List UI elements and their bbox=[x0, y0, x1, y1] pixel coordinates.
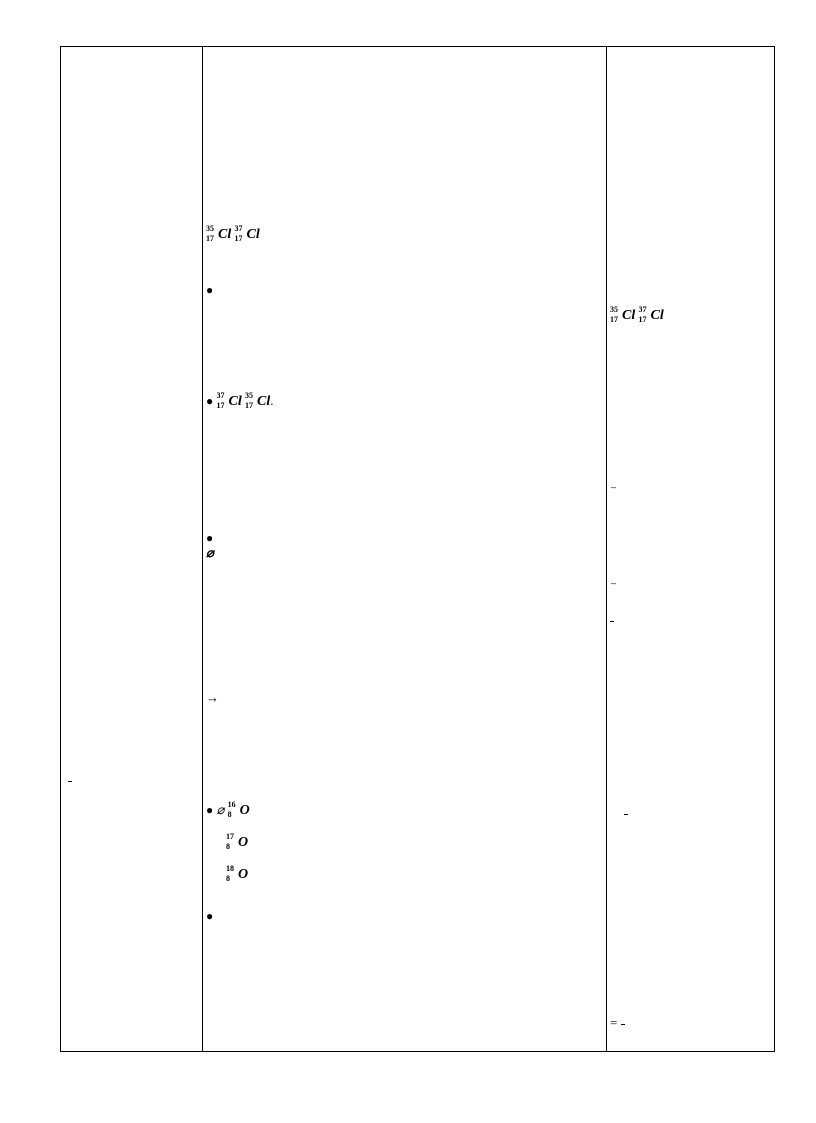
formula-fraction bbox=[68, 781, 72, 782]
acl-numerator bbox=[621, 1024, 625, 1025]
column-divider-2 bbox=[606, 47, 607, 1051]
electron-mass-fraction bbox=[610, 613, 772, 630]
formula-numerator-2 bbox=[624, 814, 628, 815]
average-mass-formula bbox=[68, 773, 198, 790]
content-column bbox=[64, 47, 198, 1051]
isotope-cl35: 35 17 Cl bbox=[206, 224, 232, 243]
column-divider-1 bbox=[202, 47, 203, 1051]
isotope-o17: 17 8 O bbox=[226, 832, 249, 851]
isotope-cl35-b: 35 17 Cl bbox=[244, 391, 271, 410]
question-4 bbox=[206, 225, 602, 243]
teacher-note-2: ● 37 17 Cl 35 17 Cl. bbox=[206, 391, 274, 410]
worksheet-prompt: ⌀ bbox=[206, 545, 214, 560]
isotope-cl37: 37 17 Cl bbox=[234, 224, 260, 243]
isotope-o16: 16 8 O bbox=[227, 800, 250, 819]
formula-numerator bbox=[68, 781, 72, 782]
isotope-cl35-c: 35 17 Cl bbox=[610, 305, 636, 324]
activity-column bbox=[206, 47, 602, 1051]
notes-column bbox=[610, 47, 772, 1051]
table-border-left bbox=[60, 47, 61, 1051]
table-border-right bbox=[774, 47, 775, 1051]
isotope-example bbox=[610, 307, 772, 323]
lesson-table bbox=[60, 46, 775, 1052]
chlorine-calculation: = bbox=[610, 1015, 772, 1033]
isotope-o18: 18 8 O bbox=[226, 864, 249, 883]
isotope-cl37-c: 37 17 Cl bbox=[638, 305, 664, 324]
formula-block bbox=[624, 805, 772, 823]
acl-fraction bbox=[621, 1024, 625, 1025]
klnt-formula: ⁻ bbox=[610, 578, 617, 593]
oxygen-q1: ● ⌀ 16 8 O bbox=[206, 800, 250, 819]
fraction-1-1840 bbox=[610, 621, 614, 622]
teacher-note-4: ● bbox=[206, 909, 214, 923]
atomic-mass-note: ⁻ bbox=[610, 482, 617, 497]
formula-fraction-2 bbox=[624, 814, 628, 815]
oxygen-q3 bbox=[206, 864, 602, 883]
fraction-numerator bbox=[610, 621, 614, 622]
dialog-3: → bbox=[206, 690, 219, 705]
worksheet-heading: ● bbox=[206, 531, 214, 545]
oxygen-q2 bbox=[206, 832, 602, 851]
teacher-note-1: ● bbox=[206, 283, 214, 297]
isotope-cl37-b: 37 17 Cl bbox=[216, 391, 242, 410]
